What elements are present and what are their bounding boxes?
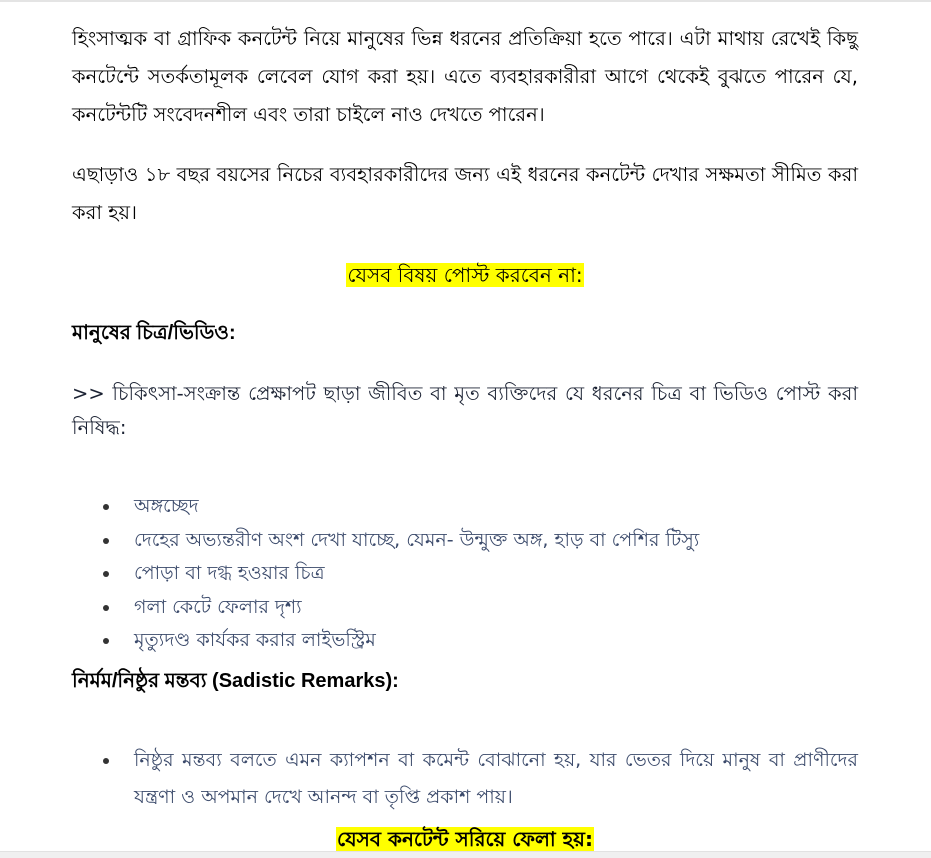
human-images-heading: মানুষের চিত্র/ভিডিও: <box>72 322 236 344</box>
list-item-text: পোড়া বা দগ্ধ হওয়ার চিত্র <box>134 562 325 584</box>
list-item-text: মৃত্যুদণ্ড কার্যকর করার লাইভস্ট্রিম <box>134 629 376 651</box>
list-item-text: নিষ্ঠুর মন্তব্য বলতে এমন ক্যাপশন বা কমেন্ট বোঝানো হয়, যার ভেতর দিয়ে মানুষ বা প্রাণীদের যন্ত্রণা ও অপমান দেখে আনন্দ বা তৃপ্তি প্রকাশ পায়। <box>134 749 858 808</box>
prohibited-items-list <box>72 490 858 658</box>
bullet-icon <box>103 758 109 764</box>
do-not-post-heading-text: যেসব বিষয় পোস্ট করবেন না: <box>347 263 583 287</box>
sadistic-remarks-heading: নির্মম/নিষ্ঠুর মন্তব্য (Sadistic Remarks): <box>72 670 399 692</box>
list-item <box>72 742 858 816</box>
top-divider <box>0 0 931 2</box>
bullet-icon <box>103 538 109 544</box>
list-item-text: গলা কেটে ফেলার দৃশ্য <box>134 595 302 618</box>
do-not-post-heading <box>72 260 858 290</box>
list-item <box>72 591 858 625</box>
age-restriction-paragraph: এছাড়াও ১৮ বছর বয়সের নিচের ব্যবহারকারীদের জন্য এই ধরনের কনটেন্ট দেখার সক্ষমতা সীমিত করা করা হয়। <box>72 163 858 224</box>
removed-content-heading-text: যেসব কনটেন্ট সরিয়ে ফেলা হয়: <box>337 827 593 851</box>
human-images-intro: >> চিকিৎসা-সংক্রান্ত প্রেক্ষাপট ছাড়া জীবিত বা মৃত ব্যক্তিদের যে ধরনের চিত্র বা ভিডিও পোস্ট করা নিষিদ্ধ: <box>72 382 858 439</box>
list-item <box>72 557 858 591</box>
list-item <box>72 624 858 658</box>
bullet-icon <box>103 504 109 510</box>
bullet-icon <box>103 605 109 611</box>
intro-paragraph: হিংসাত্মক বা গ্রাফিক কনটেন্ট নিয়ে মানুষের ভিন্ন ধরনের প্রতিক্রিয়া হতে পারে। এটা মাথায় রেখেই কিছু কনটেন্টে সতর্কতামূলক লেবেল যোগ করা হয়। এতে ব্যবহারকারীরা আগে থেকেই বুঝতে পারেন যে, কনটেন্টটি সংবেদনশীল এবং তারা চাইলে নাও দেখতে পারেন। <box>72 27 858 126</box>
bullet-icon <box>103 571 109 577</box>
removed-content-heading <box>72 824 858 854</box>
list-item <box>72 524 858 558</box>
bullet-icon <box>103 638 109 644</box>
sadistic-items-list <box>72 742 858 816</box>
list-item-text: দেহের অভ্যন্তরীণ অংশ দেখা যাচ্ছে, যেমন- উন্মুক্ত অঙ্গ, হাড় বা পেশির টিস্যু <box>134 528 700 551</box>
list-item <box>72 490 858 524</box>
list-item-text: অঙ্গচ্ছেদ <box>134 495 199 517</box>
